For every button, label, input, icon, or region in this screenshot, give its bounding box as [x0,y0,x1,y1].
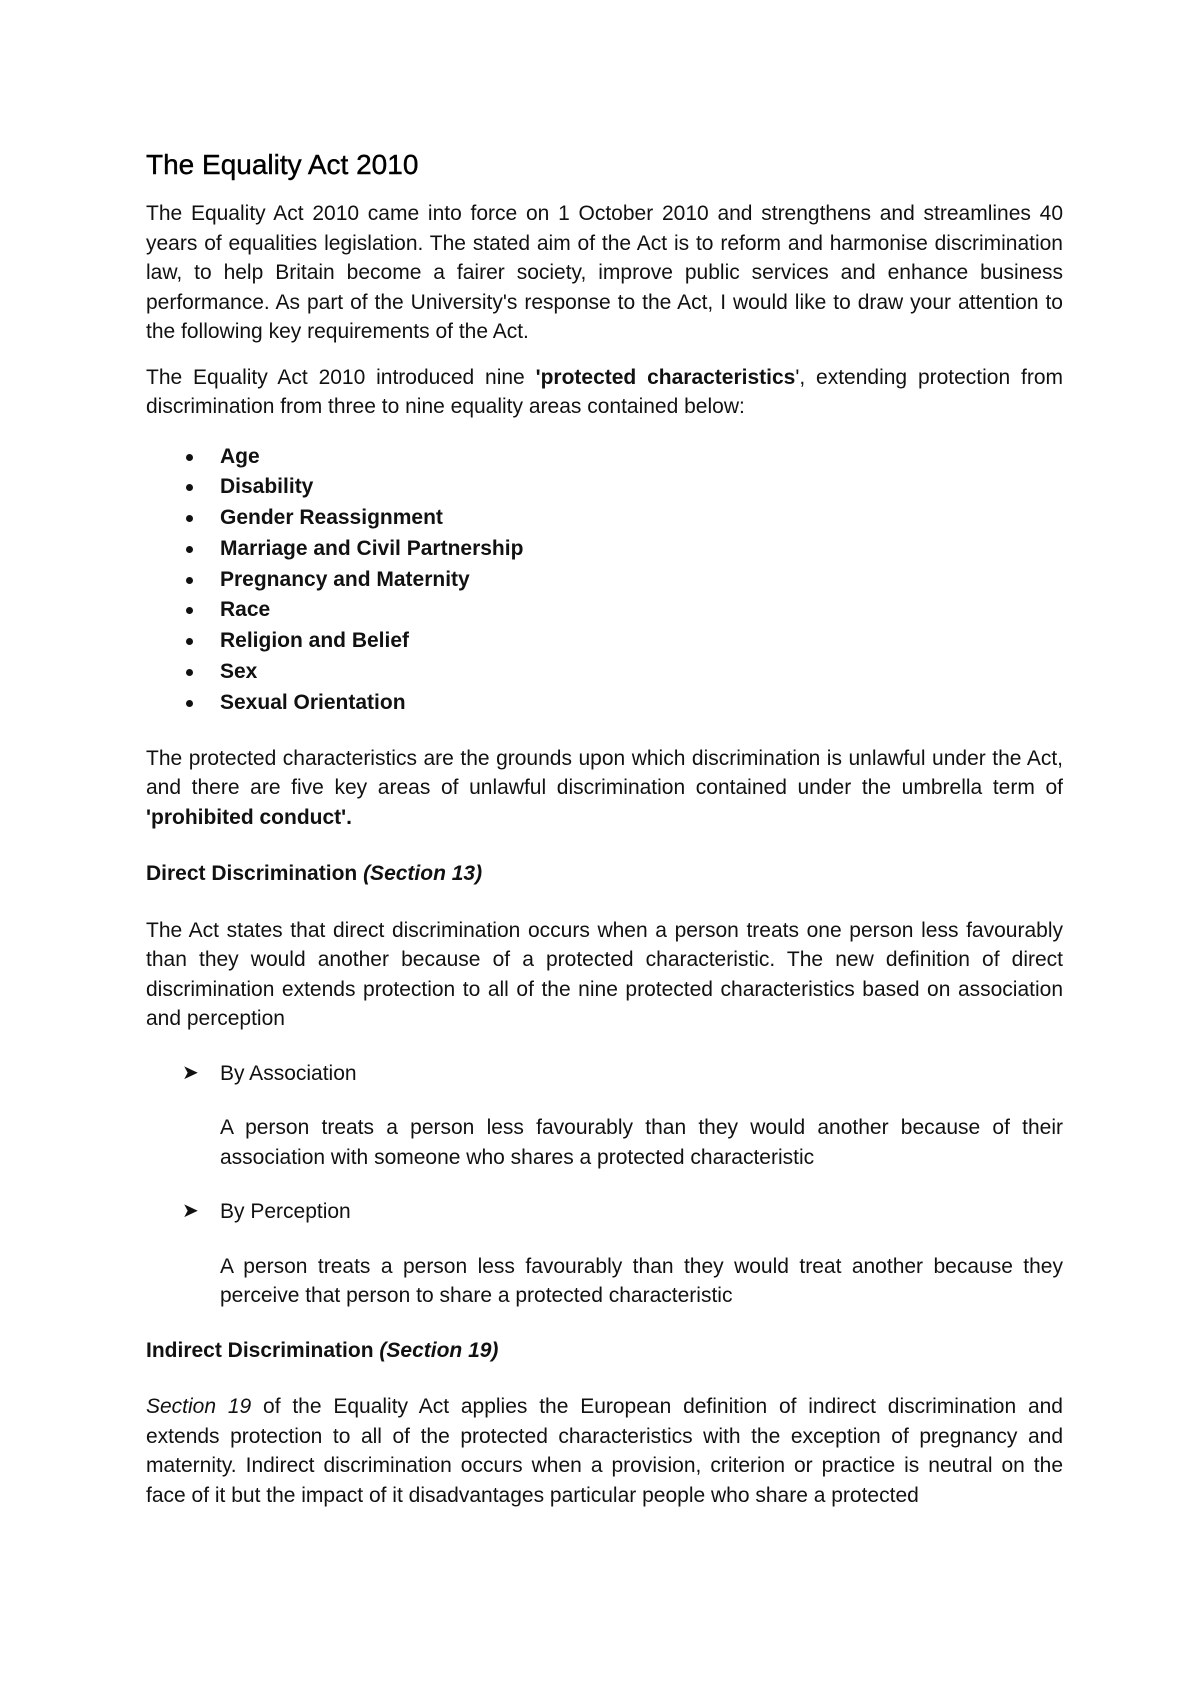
list-item-label: Race [220,598,271,622]
characteristics-list [146,442,1063,719]
bullet-icon [186,546,193,553]
prohibited-term: 'prohibited conduct'. [146,805,352,829]
protected-term: 'protected characteristics [535,365,796,389]
list-item-label: Sex [220,660,258,684]
arrowhead-icon: ➤ [182,1061,199,1084]
list-item [146,503,1063,534]
bullet-icon [186,577,193,584]
list-item [146,442,1063,473]
list-item-label: Disability [220,475,314,499]
bullet-icon [186,669,193,676]
by-association-label: By Association [220,1061,357,1085]
list-item [146,657,1063,688]
indirect-body-text: of the Equality Act applies the European definition of indirect discrimination and extends protection to all of the protected characteristics with the exception of pregnancy and maternity. Indirect discrimination occurs when a provision, criterion or practice is neutral on the face of it but the impact of it disadvantages particular people who share a protected [146,1395,1063,1507]
direct-heading-text: Direct Discrimination [146,862,364,886]
by-association-text: A person treats a person less favourably than they would another because of their association with someone who shares a protected characteristic [220,1116,1063,1169]
indirect-discrimination-heading [146,1336,1063,1366]
protected-lead-after: ', extending protection from discrimination from three to nine equality areas contained below: [146,365,1064,418]
intro-paragraph: The Equality Act 2010 came into force on 1 October 2010 and strengthens and streamlines 40 years of equalities legislation. The stated aim of the Act is to reform and harmonise discrimination law, to help Britain become a fairer society, improve public services and enhance business performance. As part of the University's response to the Act, I would like to draw your attention to the following key requirements of the Act. [146,202,1063,343]
list-item-label: Religion and Belief [220,629,410,653]
list-item [146,565,1063,596]
indirect-heading-text: Indirect Discrimination [146,1338,380,1362]
list-item-label: Sexual Orientation [220,690,406,714]
prohibited-conduct-paragraph [146,744,1063,833]
direct-heading-section: (Section 13) [363,862,483,886]
indirect-body-section: Section 19 [146,1395,252,1419]
protected-lead-before: The Equality Act 2010 introduced nine [146,365,536,389]
bullet-icon [186,700,193,707]
bullet-icon [186,638,193,645]
bullet-icon [186,484,193,491]
by-perception-item [146,1197,1063,1227]
list-item [146,626,1063,657]
list-item [146,534,1063,565]
list-item-label: Age [220,444,260,468]
by-perception-label: By Perception [220,1200,351,1224]
bullet-icon [186,454,193,461]
by-association-item [146,1059,1063,1089]
list-item [146,595,1063,626]
document-title: The Equality Act 2010 [146,149,419,180]
protected-characteristics-paragraph [146,363,1063,422]
bullet-icon [186,607,193,614]
prohibited-before: The protected characteristics are the grounds upon which discrimination is unlawful under the Act, and there are five key areas of unlawful discrimination contained under the umbrella term of [146,746,1063,800]
direct-discrimination-heading [146,859,1063,889]
indirect-heading-section: (Section 19) [379,1338,499,1362]
list-item [146,688,1063,719]
direct-discrimination-body: The Act states that direct discrimination occurs when a person treats one person less favourably than they would another because of a protected characteristic. The new definition of direct discrimination extends protection to all of the nine protected characteristics based on association and perception [146,918,1063,1031]
list-item-label: Marriage and Civil Partnership [220,536,524,560]
list-item-label: Pregnancy and Maternity [220,567,470,591]
by-perception-text: A person treats a person less favourably than they would treat another because they perceive that person to share a protected characteristic [220,1254,1063,1308]
indirect-discrimination-body [146,1392,1063,1510]
list-item [146,472,1063,503]
arrowhead-icon: ➤ [182,1200,199,1223]
bullet-icon [186,515,193,522]
list-item-label: Gender Reassignment [220,506,443,530]
